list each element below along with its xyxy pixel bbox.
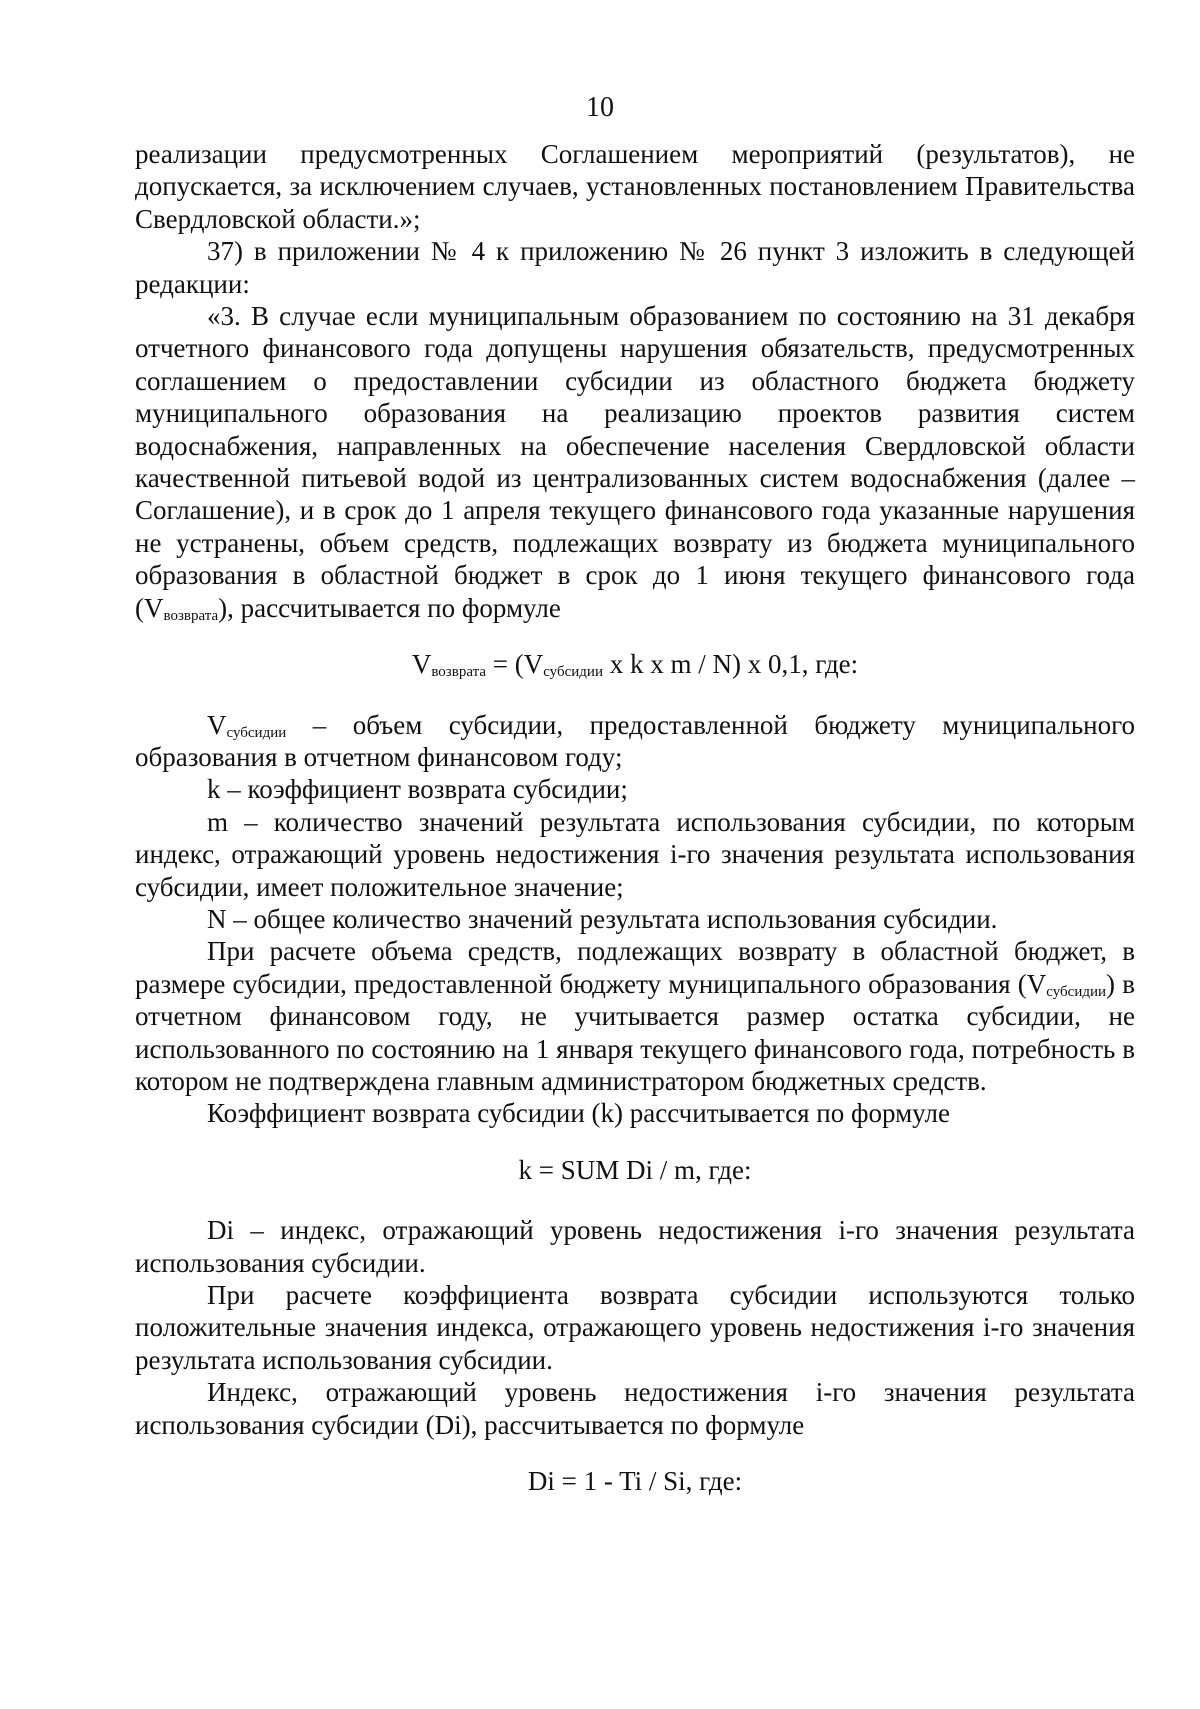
paragraph-continuation: реализации предусмотренных Соглашением мероприятий (результатов), не допускается, за исключением случаев, установленных постановлением Правительства Свердловской области.»; — [135, 139, 1135, 234]
definition-n: N – общее количество значений результата использования субсидии. — [207, 903, 998, 934]
paragraph-point-3: «3. В случае если муниципальным образованием по состоянию на 31 декабря отчетного финансового года допущены нарушения обязательств, предусмотренных соглашением о предоставлении субсидии из областного бюджета бюджету муниципального образования на реализацию проектов развития систем водоснабжения, направленных на обеспечение населения Свердловской области качественной питьевой водой из централизованных систем водоснабжения (далее – Соглашение), и в срок до 1 апреля текущего финансового года указанные нарушения не устранены, объем средств, подлежащих возврату из бюджета муниципального образования в областной бюджет в срок до 1 июня текущего финансового года $(V_{возврата})$, рассчитывается по формуле — [135, 301, 1135, 624]
paragraph-k-intro: Коэффициент возврата субсидии (k) рассчитывается по формуле — [207, 1098, 950, 1129]
formula-return-volume: $V_{возврата} = (V_{субсидии}$ x k x m / N) x 0,1, где: — [411, 649, 859, 681]
document-body — [135, 138, 1135, 1525]
definition-di: Di – индекс, отражающий уровень недостижения i-го значения результата использования субсидии. — [135, 1215, 1135, 1278]
page-number: 10 — [586, 92, 614, 123]
subscript: возврата — [163, 607, 219, 624]
paragraph-di-intro: Индекс, отражающий уровень недостижения i-го значения результата использования субсидии (Di), рассчитывается по формуле — [135, 1377, 1135, 1440]
paragraph-positive-values: При расчете коэффициента возврата субсидии используются только положительные значения индекса, отражающего уровень недостижения i-го значения результата использования субсидии. — [135, 1280, 1135, 1375]
definition-k: k – коэффициент возврата субсидии; — [207, 774, 628, 805]
formula-di: Di = 1 - Ti / Si, где: — [527, 1466, 743, 1497]
paragraph-item-37: 37) в приложении № 4 к приложению № 26 пункт 3 изложить в следующей редакции: — [135, 236, 1135, 299]
definition-m: m – количество значений результата использования субсидии, по которым индекс, отражающий уровень недостижения i-го значения результата использования субсидии, имеет положительное значение; — [135, 806, 1135, 902]
formula-k: k = SUM Di / m, где: — [518, 1154, 752, 1185]
definition-v-subsidy: $V_{субсидии}$ – объем субсидии, предоставленной бюджету муниципального образования в отчетном финансовом году; — [135, 709, 1135, 772]
paragraph-calculation-note: При расчете объема средств, подлежащих возврату в областной бюджет, в размере субсидии, предоставленной бюджету муниципального образования $(V_{субсидии})$ в отчетном финансовом году, не учитывается размер остатка субсидии, не использованного по состоянию на 1 января текущего финансового года, потребность в котором не подтверждена главным администратором бюджетных средств. — [135, 936, 1135, 1096]
